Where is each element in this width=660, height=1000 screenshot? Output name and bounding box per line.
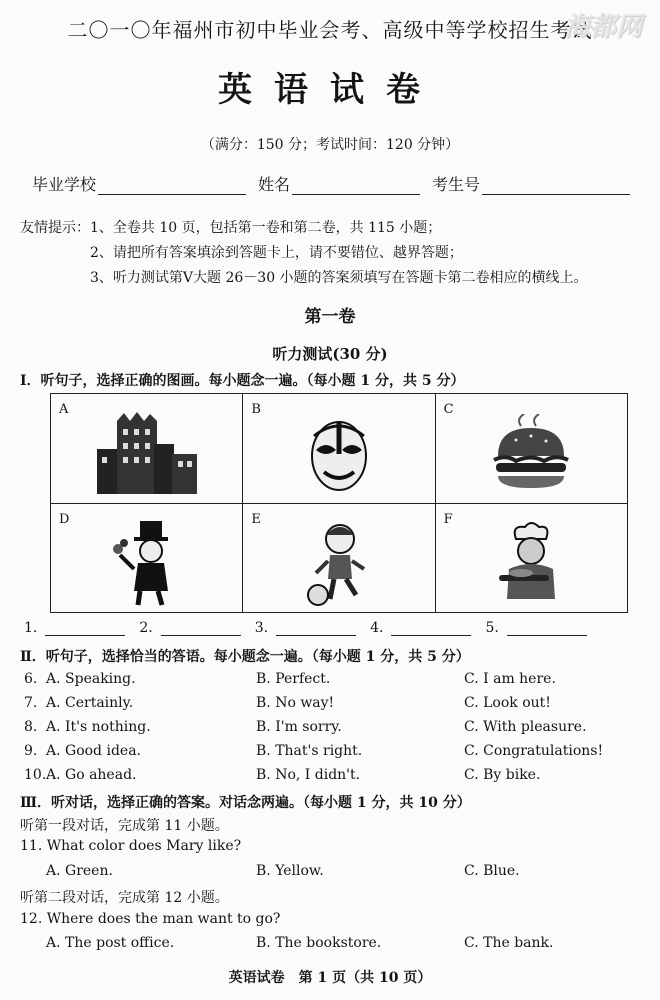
- picture-letter: E: [251, 511, 261, 527]
- subject-title: 英语试卷: [218, 70, 442, 110]
- option-b[interactable]: B. No, I didn't.: [256, 767, 361, 783]
- picture-cell-c: [435, 394, 627, 504]
- question-number: 8.: [24, 719, 38, 735]
- picture-grid: [50, 393, 628, 613]
- field-school-label: 毕业学校: [32, 175, 97, 194]
- picture-letter: D: [59, 511, 70, 527]
- question-number: 7.: [24, 695, 38, 711]
- picture-letter: A: [59, 402, 69, 417]
- field-name-label: 姓名: [258, 175, 291, 194]
- dialog1-intro: 听第一段对话，完成第 11 小题。: [20, 818, 229, 834]
- option-a[interactable]: A. Good idea.: [46, 743, 141, 759]
- question-row: [24, 935, 644, 951]
- tip-item: 1、全卷共 10 页，包括第一卷和第二卷，共 115 小题；: [90, 220, 442, 236]
- boy-playing-football-icon: [304, 519, 374, 607]
- option-c[interactable]: C. Congratulations!: [464, 743, 604, 759]
- picture-letter: F: [443, 511, 453, 527]
- student-info-fields: [32, 172, 642, 195]
- opera-mask-icon: [304, 414, 374, 494]
- magician-with-flowers-icon: [112, 519, 182, 607]
- tips-block: [20, 216, 588, 291]
- hamburger-icon: [486, 414, 576, 494]
- field-id-line[interactable]: [482, 178, 630, 195]
- tips-lead: 友情提示：: [20, 220, 90, 236]
- option-a[interactable]: A. Green.: [46, 863, 113, 879]
- option-c[interactable]: C. Blue.: [464, 863, 520, 879]
- field-school-line[interactable]: [98, 178, 246, 195]
- question-row: [24, 719, 644, 735]
- chef-with-tray-icon: [491, 519, 571, 607]
- blank-number: 4.: [370, 620, 384, 636]
- answer-blank[interactable]: [24, 620, 125, 636]
- picture-cell-f: [435, 503, 627, 613]
- question-12-stem: 12. Where does the man want to go?: [20, 911, 281, 927]
- picture-cell-d: [51, 503, 243, 613]
- option-c[interactable]: C. With pleasure.: [464, 719, 587, 735]
- option-a[interactable]: A. Certainly.: [46, 695, 134, 711]
- field-id-label: 考生号: [432, 175, 481, 194]
- blank-number: 3.: [254, 620, 269, 636]
- listening-title: 听力测试(30 分): [272, 345, 388, 363]
- option-b[interactable]: B. The bookstore.: [256, 935, 382, 951]
- option-c[interactable]: C. Look out!: [464, 695, 551, 711]
- answer-blank[interactable]: [139, 620, 240, 636]
- option-a[interactable]: A. It's nothing.: [46, 719, 151, 735]
- picture-letter: C: [443, 402, 454, 417]
- option-b[interactable]: B. Perfect.: [256, 671, 331, 687]
- question-row: [24, 767, 644, 783]
- picture-letter: B: [251, 402, 261, 417]
- blank-number: 2.: [139, 620, 153, 636]
- option-b[interactable]: B. Yellow.: [256, 863, 324, 879]
- option-b[interactable]: B. That's right.: [256, 743, 363, 759]
- question-row: [24, 671, 644, 687]
- tip-item: 3、听力测试第Ⅴ大题 26－30 小题的答案须填写在答题卡第二卷相应的横线上。: [90, 270, 588, 286]
- exam-info: （满分：150 分；考试时间：120 分钟）: [200, 137, 460, 153]
- option-a[interactable]: A. The post office.: [46, 935, 175, 951]
- blank-number: 5.: [485, 620, 499, 636]
- question-row: [24, 743, 644, 759]
- section3-heading: Ⅲ．听对话，选择正确的答案。对话念两遍。（每小题 1 分，共 10 分）: [20, 795, 471, 811]
- question-row: [24, 863, 644, 879]
- section2-heading: Ⅱ．听句子，选择恰当的答语。每小题念一遍。（每小题 1 分，共 5 分）: [20, 649, 470, 665]
- option-c[interactable]: C. I am here.: [464, 671, 556, 687]
- picture-cell-e: [243, 503, 435, 613]
- section1-heading: Ⅰ．听句子，选择正确的图画。每小题念一遍。（每小题 1 分，共 5 分）: [20, 373, 465, 389]
- option-b[interactable]: B. No way!: [256, 695, 335, 711]
- option-b[interactable]: B. I'm sorry.: [256, 719, 342, 735]
- answer-blank[interactable]: [255, 620, 356, 636]
- answer-blank[interactable]: [485, 620, 586, 636]
- question-11-stem: 11. What color does Mary like?: [20, 838, 242, 854]
- picture-cell-a: [51, 394, 243, 504]
- question-number: 10.: [24, 767, 47, 783]
- tip-item: 2、请把所有答案填涂到答题卡上，请不要错位、越界答题；: [90, 245, 463, 261]
- dialog2-intro: 听第二段对话，完成第 12 小题。: [20, 890, 229, 906]
- question-number: 6.: [24, 671, 38, 687]
- blank-number: 1.: [24, 620, 38, 636]
- part1-title: 第一卷: [304, 307, 356, 327]
- option-a[interactable]: A. Speaking.: [46, 671, 136, 687]
- watermark-logo: 海都网: [563, 12, 642, 42]
- question-number: 9.: [24, 743, 38, 759]
- option-a[interactable]: A. Go ahead.: [46, 767, 137, 783]
- page-footer: 英语试卷 第 1 页（共 10 页）: [228, 970, 432, 986]
- option-c[interactable]: C. By bike.: [464, 767, 541, 783]
- picture-cell-b: [243, 394, 435, 504]
- question-row: [24, 695, 644, 711]
- option-c[interactable]: C. The bank.: [464, 935, 554, 951]
- field-name-line[interactable]: [292, 178, 420, 195]
- answer-blank[interactable]: [370, 620, 471, 636]
- answer-blanks: [24, 620, 601, 636]
- city-buildings-icon: [92, 409, 202, 499]
- exam-title: 二〇一〇年福州市初中毕业会考、高级中等学校招生考试: [67, 18, 593, 42]
